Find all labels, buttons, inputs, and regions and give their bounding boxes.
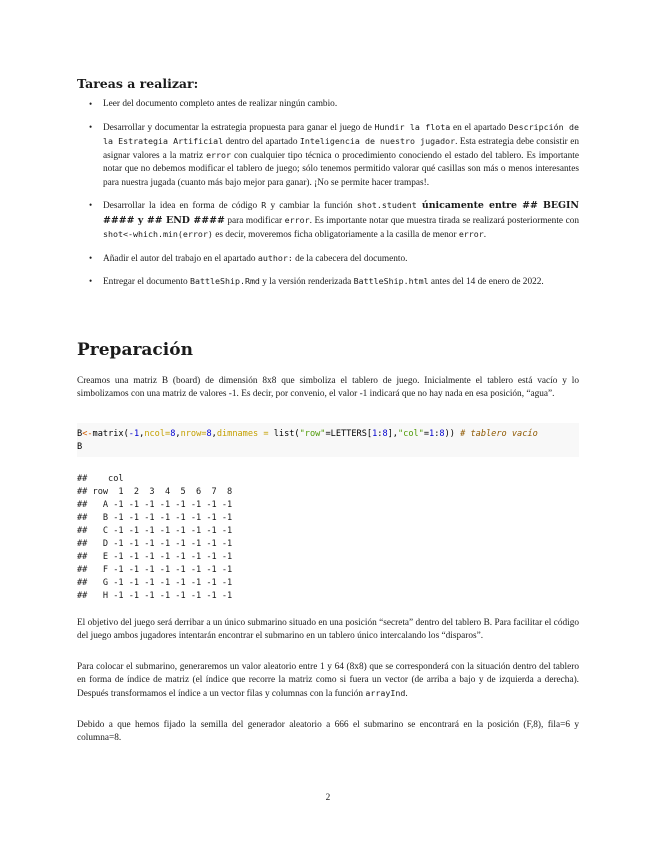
output-line: ## G -1 -1 -1 -1 -1 -1 -1 -1	[77, 578, 233, 588]
section-heading-preparacion: Preparación	[77, 340, 193, 360]
list-item: • Desarrollar la idea en forma de código R y cambiar la función shot.student únicamente entre ## BEGIN #### y ## END #### para modificar error. Es importante notar que muestra tirada se realizará posteriormente con shot<-which.min(error) es decir, moveremos ficha obligatoriamente a la casilla de menor error.	[77, 199, 579, 242]
output-line: ## col	[77, 474, 124, 484]
list-item: • Entregar el documento BattleShip.Rmd y la versión renderizada BattleShip.html antes del 14 de enero de 2022.	[77, 275, 579, 289]
list-item: • Desarrollar y documentar la estrategia propuesta para ganar el juego de Hundir la flota en el apartado Descripción de la Estrategia Artificial dentro del apartado Inteligencia de nuestro jugador. Esta estrategia debe consistir en asignar valores a la matriz error con cualquier tipo técnica o procedimiento conociendo el estado del tablero. Es importante notar que no debemos modificar el tablero de juego; sólo tenemos permitido valorar qué casillas son más o menos interesantes para nuestra jugada (cuanto más bajo mejor para ganar). ¡No se permite hacer trampas!.	[77, 121, 579, 190]
tasks-list	[77, 98, 579, 299]
output-line: ## D -1 -1 -1 -1 -1 -1 -1 -1	[77, 539, 233, 549]
list-item: • Leer del documento completo antes de realizar ningún cambio.	[77, 98, 579, 111]
list-item: • Añadir el autor del trabajo en el apartado author: de la cabecera del documento.	[77, 252, 579, 266]
output-line: ## E -1 -1 -1 -1 -1 -1 -1 -1	[77, 552, 233, 562]
code-line: B	[77, 442, 83, 452]
code-line: B<-matrix(-1,ncol=8,nrow=8,dimnames = list("row"=LETTERS[1:8],"col"=1:8)) # tablero vacío	[77, 429, 538, 439]
output-line: ## A -1 -1 -1 -1 -1 -1 -1 -1	[77, 500, 233, 510]
output-line: ## F -1 -1 -1 -1 -1 -1 -1 -1	[77, 565, 233, 575]
code-block	[77, 423, 579, 457]
page-number: 2	[325, 793, 331, 803]
output-line: ## H -1 -1 -1 -1 -1 -1 -1 -1	[77, 591, 233, 601]
placement-paragraph: Para colocar el submarino, generaremos un valor aleatorio entre 1 y 64 (8x8) que se corresponderá con la situación dentro del tablero en forma de índice de matriz (el índice que recorre la matriz como si fuera un vector (de arriba a bajo y de izquierda a derecha). Después transformamos el índice a un vector filas y columnas con la función arrayInd.	[77, 662, 579, 700]
output-line: ## row 1 2 3 4 5 6 7 8	[77, 487, 233, 497]
tasks-heading: Tareas a realizar:	[77, 76, 199, 91]
output-line: ## C -1 -1 -1 -1 -1 -1 -1 -1	[77, 526, 233, 536]
output-line: ## B -1 -1 -1 -1 -1 -1 -1 -1	[77, 513, 233, 523]
intro-paragraph: Creamos una matriz B (board) de dimensión 8x8 que simboliza el tablero de juego. Inicialmente el tablero está vacío y lo simbolizamos con una matriz de valores -1. Es decir, por convenio, el valor -1 indicará que no hay nada en esa posición, “agua”.	[77, 376, 579, 400]
objective-paragraph: El objetivo del juego será derribar a un único submarino situado en una posición “secreta” dentro del tablero B. Para facilitar el código del juego ambos jugadores intentarán encontrar el submarino en un tablero único intercalando los “disparos”.	[77, 618, 579, 642]
seed-paragraph: Debido a que hemos fijado la semilla del generador aleatorio a 666 el submarino se encontrará en la posición (F,8), fila=6 y columna=8.	[77, 720, 579, 744]
code-output	[77, 473, 232, 603]
